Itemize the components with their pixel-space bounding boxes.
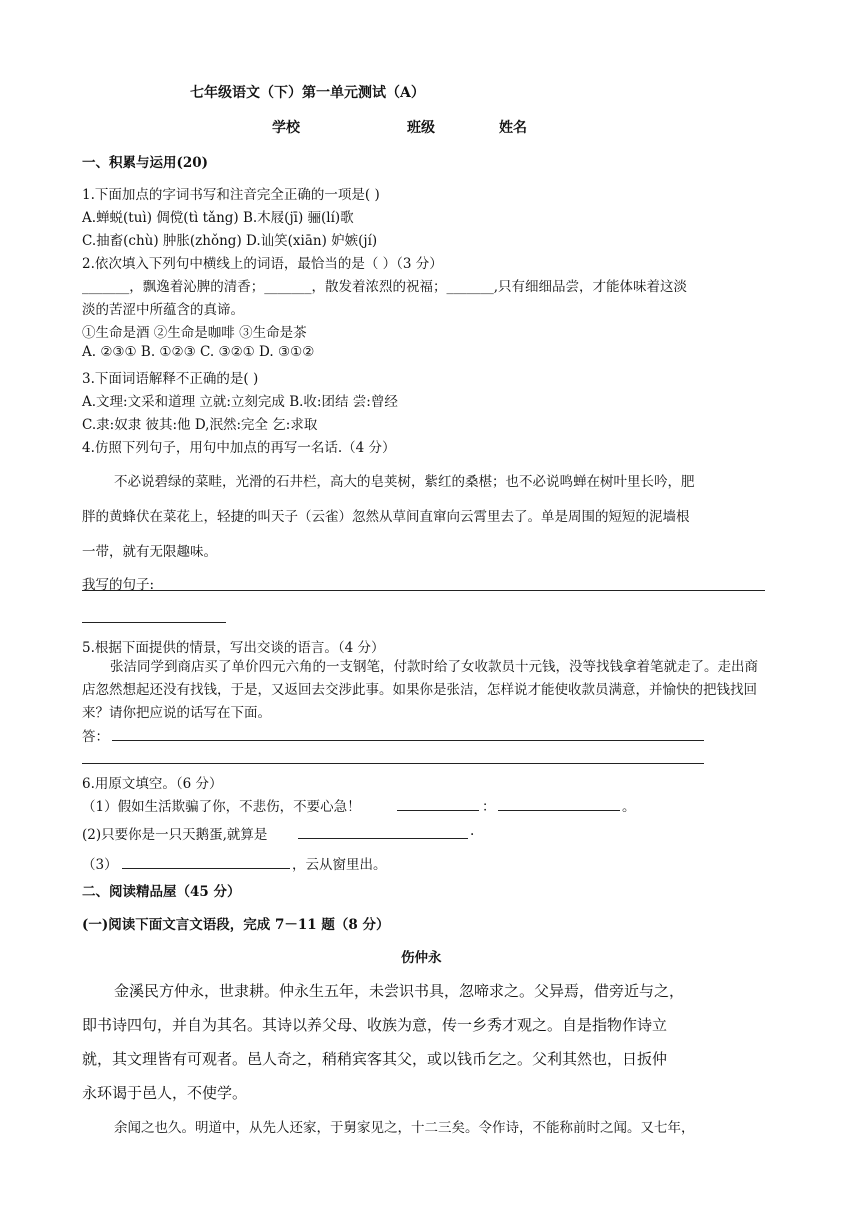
- q2-stem: 2.依次填入下列句中横线上的词语，最恰当的是（ ）（3 分）: [82, 256, 443, 272]
- q6-stem: 6.用原文填空。（6 分）: [82, 776, 223, 792]
- q6-item1-colon: ：: [482, 799, 496, 815]
- q5-answer-line-2[interactable]: [82, 763, 704, 764]
- q4-stem: 4.仿照下列句子，用句中加点的再写一名话.（4 分）: [82, 440, 396, 456]
- q4-passage-line1: 不必说碧绿的菜畦，光滑的石井栏，高大的皂荚树，紫红的桑椹；也不必说鸣蝉在树叶里长吟，肥: [114, 474, 695, 490]
- q6-item2-blank[interactable]: [298, 838, 468, 839]
- q1-options-ab: A.蝉蜕(tuì) 倜傥(tì tǎng) B.木屐(jī) 骊(lí)歌: [82, 210, 354, 226]
- q5-scenario: 张洁同学到商店买了单价四元六角的一支钢笔，付款时给了女收款员十元钱，没等找钱拿着笔就走了。走出商店忽然想起还没有找钱，于是，又返回去交涉此事。如果你是张洁，怎样说才能使收款员满意，并愉快的把钱找回来？请你把应说的话写在下面。: [82, 659, 758, 721]
- q5-stem: 5.根据下面提供的情景，写出交谈的语言。（4 分）: [82, 640, 385, 656]
- article-para1-line4: 永环谒于邑人，不使学。: [82, 1084, 248, 1102]
- q6-item1-blank-a[interactable]: [397, 810, 479, 811]
- q2-text-line1: _______，飘逸着沁脾的清香；_______，散发着浓烈的祝福；_______,只有细细品尝，才能体味着这淡: [82, 279, 688, 295]
- section2-heading: 二、阅读精品屋（45 分）: [82, 884, 241, 900]
- q4-answer-line-2[interactable]: [82, 622, 226, 623]
- q5-answer-line-1[interactable]: [112, 740, 704, 741]
- q6-item1-end: 。: [622, 799, 636, 815]
- q6-item2-text: (2)只要你是一只天鹅蛋,就算是: [82, 827, 268, 843]
- q1-options-cd: C.抽畜(chù) 肿胀(zhǒng) D.讪笑(xiān) 妒嫉(jí): [82, 233, 378, 249]
- section1-heading: 一、积累与运用(20): [82, 155, 209, 171]
- article-para1-line3: 就，其文理皆有可观者。邑人奇之，稍稍宾客其父，或以钱币乞之。父利其然也，日扳仲: [82, 1050, 668, 1068]
- q4-answer-label: 我写的句子:: [82, 577, 155, 593]
- q1-stem: 1.下面加点的字词书写和注音完全正确的一项是( ): [82, 187, 380, 203]
- q4-answer-line-1[interactable]: [82, 590, 765, 591]
- q6-item3-end: ，云从窗里出。: [292, 857, 387, 873]
- q5-answer-label: 答：: [82, 729, 109, 745]
- q6-item1-text: （1）假如生活欺骗了你，不悲伤，不要心急！: [82, 799, 361, 815]
- name-label: 姓名: [499, 120, 527, 136]
- q3-stem: 3.下面词语解释不正确的是( ): [82, 371, 259, 387]
- q6-item1-blank-b[interactable]: [498, 810, 620, 811]
- q4-passage-line2: 胖的黄蜂伏在菜花上，轻捷的叫天子（云雀）忽然从草间直窜向云霄里去了。单是周围的短短的泥墙根: [82, 509, 690, 525]
- q6-item2-end: .: [470, 823, 475, 839]
- q6-item3-text: （3）: [82, 857, 118, 873]
- exam-title: 七年级语文（下）第一单元测试（A）: [190, 85, 425, 101]
- school-label: 学校: [272, 120, 300, 136]
- q3-options-ab: A.文理:文采和道理 立就:立刻完成 B.收:团结 尝:曾经: [82, 394, 398, 410]
- q2-options-list: ①生命是酒 ②生命是咖啡 ③生命是茶: [82, 325, 307, 341]
- q4-passage-line3: 一带，就有无限趣味。: [82, 544, 217, 560]
- article-title: 伤仲永: [401, 950, 442, 966]
- article-para1-line1: 金溪民方仲永，世隶耕。仲永生五年，未尝识书具，忽啼求之。父异焉，借旁近与之，: [114, 982, 685, 1000]
- class-label: 班级: [407, 120, 435, 136]
- article-para1-line2: 即书诗四句，并自为其名。其诗以养父母、收族为意，传一乡秀才观之。自是指物作诗立: [82, 1016, 668, 1034]
- q2-answer-choices: A. ②③① B. ①②③ C. ③②① D. ③①②: [82, 344, 315, 360]
- article-para2-line1: 余闻之也久。明道中，从先人还家，于舅家见之，十二三矣。令作诗，不能称前时之闻。又七年，: [114, 1120, 695, 1136]
- q6-item3-blank[interactable]: [122, 868, 290, 869]
- q3-options-cd: C.隶:奴隶 彼其:他 D,泯然:完全 乞:求取: [82, 417, 318, 433]
- section2-subheading: (一)阅读下面文言文语段，完成 7－11 题（8 分）: [82, 917, 390, 933]
- q2-text-line2: 淡的苦涩中所蕴含的真谛。: [82, 302, 244, 318]
